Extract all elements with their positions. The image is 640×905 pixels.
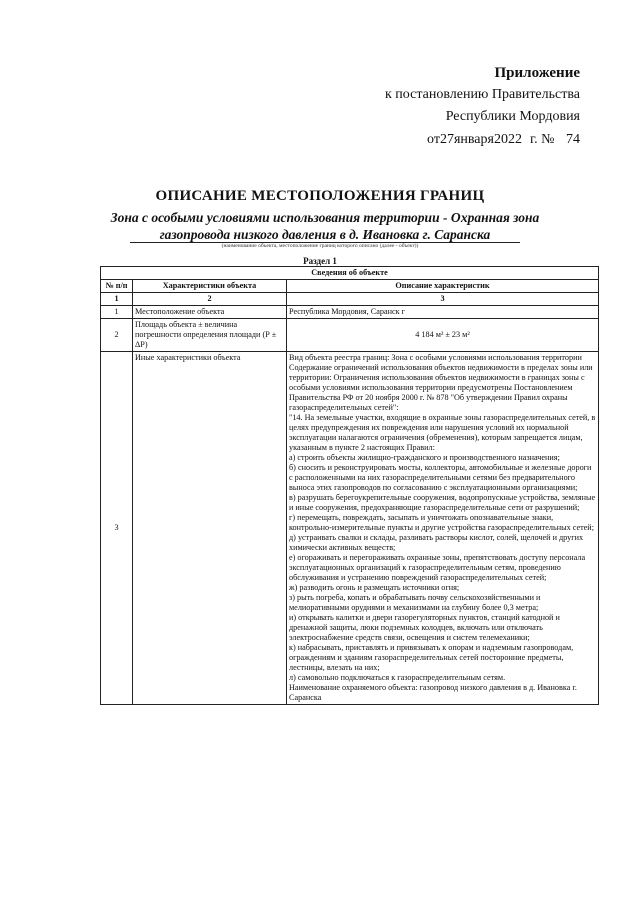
appendix-block [320, 62, 580, 151]
description-paragraph: д) устраивать свалки и склады, разливать растворы кислот, солей, щелочей и других химически активных веществ; [289, 533, 584, 552]
description-paragraph: Содержание ограничений использования объектов недвижимости в пределах зоны или территории: Ограничения использования объектов недвижимости в границах зоны с особыми условиями использования территории предусмотрены Постановлением Правительства РФ от 20 ноября 2000 г. № 878 "Об утверждении Правил охраны газораспределительных сетей": [289, 363, 593, 412]
col-number-3: 3 [287, 293, 599, 306]
description-paragraph: и) открывать калитки и двери газорегуляторных пунктов, станций катодной и дренажной защиты, люки подземных колодцев, включать или отключать электроснабжение средств связи, освещения и систем телемеханики; [289, 613, 560, 642]
col-number-1: 1 [101, 293, 133, 306]
header-description: Описание характеристик [287, 280, 599, 293]
table-header-row [101, 280, 599, 293]
row-number: 3 [101, 352, 133, 705]
appendix-title: Приложение [494, 65, 580, 81]
description-paragraph: к) набрасывать, приставлять и привязывать к опорам и надземным газопроводам, ограждениям и зданиям газораспределительных сетей посторонние предметы, лестницы, влезать на них; [289, 643, 574, 672]
decree-number: 74 [566, 132, 580, 147]
description-paragraph: Вид объекта реестра границ: Зона с особыми условиями использования территории [289, 353, 582, 362]
date-prefix: от [427, 132, 440, 147]
description-paragraph: е) огораживать и перегораживать охранные зоны, препятствовать доступу персонала эксплуатационных организаций к газораспределительным сетям, проведению обслуживания и устранению повреждений газораспределительных сетей; [289, 553, 586, 582]
row-description-long [287, 352, 599, 705]
header-characteristic: Характеристики объекта [133, 280, 287, 293]
col-number-2: 2 [133, 293, 287, 306]
description-paragraph: ж) разводить огонь и размещать источники огня; [289, 583, 460, 592]
table-row [101, 352, 599, 705]
description-paragraph: в) разрушать берегоукрепительные сооружения, водопропускные устройства, земляные и иные сооружения, предохраняющие газораспределительные сети от разрушений; [289, 493, 596, 512]
date-suffix: г. № [529, 132, 555, 147]
row-description: Республика Мордовия, Саранск г [287, 306, 599, 319]
row-characteristic: Иные характеристики объекта [133, 352, 287, 705]
row-characteristic: Площадь объекта ± величина погрешности определения площади (Р ± ΔР) [133, 319, 287, 352]
description-paragraph: з) рыть погреба, копать и обрабатывать почву сельскохозяйственными и мелиоративными орудиями и механизмами на глубину более 0,3 метра; [289, 593, 541, 612]
table-caption-row [101, 267, 599, 280]
description-paragraph: а) строить объекты жилищно-гражданского и производственного назначения; [289, 453, 560, 462]
table-row [101, 319, 599, 352]
description-paragraph: л) самовольно подключаться к газораспределительным сетям. [289, 673, 506, 682]
appendix-line-1: к постановлению Правительства [384, 87, 580, 102]
document-subtitle: Зона с особыми условиями использования территории - Охранная зона газопровода низкого давления в д. Ивановка г. Саранска [110, 210, 540, 242]
row-number: 2 [101, 319, 133, 352]
subtitle-hint: (наименование объекта, местоположение границ которого описано (далее - объект)) [221, 243, 419, 249]
description-paragraph: б) сносить и реконструировать мосты, коллекторы, автомобильные и железные дороги с расположенными на них газораспределительными сетями без предварительного выноса этих газопроводов по согласованию с эксплуатационными организациями; [289, 463, 592, 492]
header-num: № п/п [101, 280, 133, 293]
description-paragraph: Наименование охраняемого объекта: газопровод низкого давления в д. Ивановка г. Саранска [289, 683, 577, 702]
appendix-date-line [320, 129, 580, 151]
document-title: ОПИСАНИЕ МЕСТОПОЛОЖЕНИЯ ГРАНИЦ [155, 188, 485, 204]
appendix-line-2: Республики Мордовия [445, 109, 580, 124]
date-value: 27января2022 [439, 132, 522, 147]
row-number: 1 [101, 306, 133, 319]
section-title: Раздел 1 [303, 256, 337, 266]
row-characteristic: Местоположение объекта [133, 306, 287, 319]
row-description: 4 184 м² ± 23 м² [287, 319, 599, 352]
table-caption: Сведения об объекте [101, 267, 599, 280]
description-paragraph: "14. На земельные участки, входящие в охранные зоны газораспределительных сетей, в целях предупреждения их повреждения или нарушения условий их нормальной эксплуатации налагаются ограничения (обременения), которым запрещается лицам, указанным в пункте 2 настоящих Правил: [289, 413, 596, 452]
object-info-table [100, 266, 599, 705]
description-paragraph: г) перемещать, повреждать, засыпать и уничтожать опознавательные знаки, контрольно-измерительные пункты и другие устройства газораспределительных сетей; [289, 513, 594, 532]
table-row [101, 306, 599, 319]
column-number-row [101, 293, 599, 306]
